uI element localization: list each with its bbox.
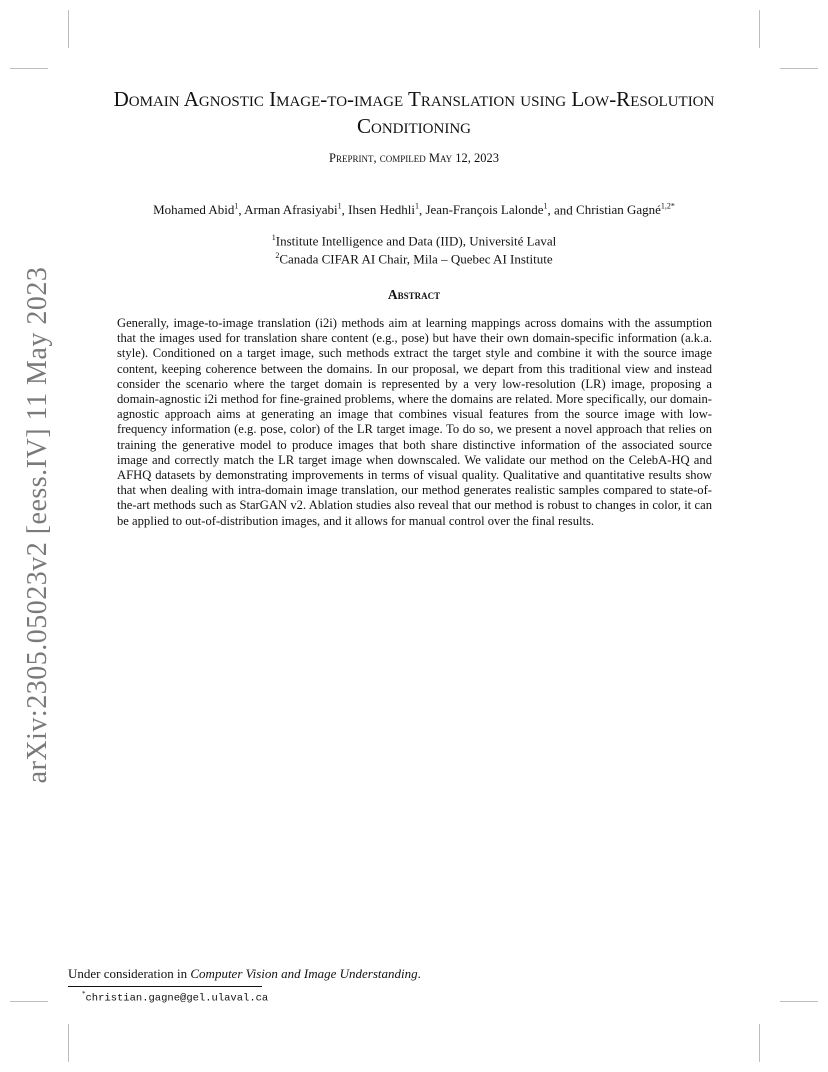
author: Arman Afrasiyabi$^1$: [244, 202, 342, 218]
affiliation: $^1$Institute Intelligence and Data (IID), Université Laval: [271, 233, 557, 249]
author: Ihsen Hedhli$^1$: [348, 202, 419, 218]
crop-mark-left-lower: [10, 1001, 48, 1002]
abstract-text: Generally, image-to-image translation (i2i) methods aim at learning mappings across domains with the assumption that the images used for translation share content (e.g., pose) but have their own domain-specific information (a.k.a. style). Conditioned on a target image, such methods extract the target style and combine it with the source image content, keeping coherence between the domains. In our proposal, we depart from this traditional view and instead consider the scenario where the target domain is represented by a very low-resolution (LR) image, proposing a domain-agnostic i2i method for fine-grained problems, where the domains are related. More specifically, our domain-agnostic approach aims at generating an image that combines visual features from the source image with low-frequency information (e.g. pose, color) of the LR target image. To do so, we present a novel approach that relies on training the generative model to produce images that both share distinctive information of the associated source image and correctly match the LR target image when downscaled. We validate our method on the CelebA-HQ and AFHQ datasets by demonstrating improvements in terms of visual quality. Qualitative and quantitative results show that when dealing with intra-domain image translation, our method generates realistic samples compared to state-of-the-art methods such as StarGAN v2. Ablation studies also reveal that our method is robust to changes in color, it can be applied to out-of-distribution images, and it allows for manual control over the final results.: [117, 316, 712, 528]
author: Christian Gagné$^{1,2*}$: [576, 202, 675, 218]
crop-mark-bottom-left: [68, 1024, 69, 1062]
affiliations: [60, 230, 768, 267]
footnote-rule: [68, 986, 262, 987]
crop-mark-right-lower: [780, 1001, 818, 1002]
crop-mark-top-right: [759, 10, 760, 48]
author-email[interactable]: christian.gagne@gel.ulaval.ca: [85, 992, 269, 1005]
author: Mohamed Abid$^1$: [153, 202, 239, 218]
preprint-line: Preprint, compiled May 12, 2023: [329, 151, 499, 165]
footnote: *christian.gagne@gel.ulaval.ca: [82, 990, 269, 1005]
affiliation: $^2$Canada CIFAR AI Chair, Mila – Quebec AI Institute: [275, 251, 553, 267]
crop-mark-top-left: [68, 10, 69, 48]
journal-name: Computer Vision and Image Understanding: [190, 966, 418, 981]
author: Jean-François Lalonde$^1$: [425, 202, 548, 218]
consideration-note: Under consideration in Computer Vision and Image Understanding.: [68, 966, 421, 981]
arxiv-identifier: arXiv:2305.05023v2 [eess.IV] 11 May 2023: [22, 266, 53, 784]
crop-mark-bottom-right: [759, 1024, 760, 1062]
paper-title: Domain Agnostic Image-to-image Translation using Low-Resolution Conditioning: [113, 87, 715, 138]
author-list: Mohamed Abid$^1$, Arman Afrasiyabi$^1$, Ihsen Hedhli$^1$, Jean-François Lalonde$^1$, and Christian Gagné$^{1,2*}$: [153, 202, 675, 218]
abstract-heading: Abstract: [387, 287, 441, 302]
crop-mark-right-upper: [780, 68, 818, 69]
crop-mark-left-upper: [10, 68, 48, 69]
